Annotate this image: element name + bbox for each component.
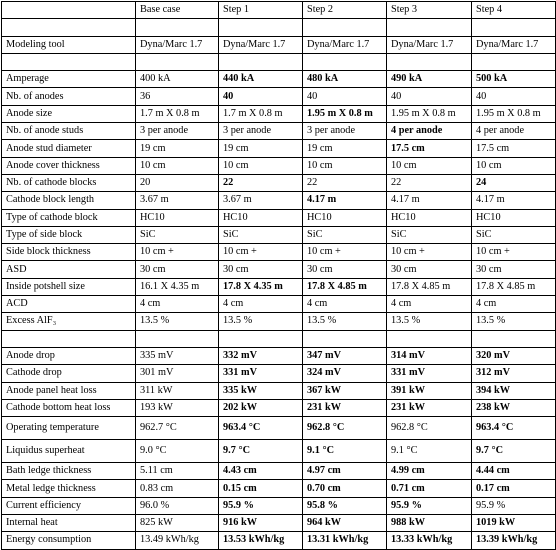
- value-cell: 9.1 °C: [387, 440, 472, 463]
- value-cell: 40: [303, 88, 387, 105]
- row-label: Current efficiency: [2, 497, 136, 514]
- spacer-row: [2, 330, 556, 347]
- value-cell: 22: [303, 174, 387, 191]
- row-label: Type of side block: [2, 226, 136, 243]
- value-cell: 1.95 m X 0.8 m: [387, 105, 472, 122]
- value-cell: 1.95 m X 0.8 m: [472, 105, 556, 122]
- value-cell: 13.31 kWh/kg: [303, 532, 387, 549]
- value-cell: HC10: [472, 209, 556, 226]
- table-row: [2, 140, 556, 157]
- value-cell: 0.15 cm: [219, 480, 303, 497]
- empty-cell: [2, 53, 136, 70]
- table-row: [2, 209, 556, 226]
- value-cell: 13.5 %: [387, 313, 472, 330]
- value-cell: 4 cm: [219, 296, 303, 313]
- row-label: Cathode block length: [2, 192, 136, 209]
- value-cell: 988 kW: [387, 515, 472, 532]
- row-label: Anode stud diameter: [2, 140, 136, 157]
- row-label: Energy consumption: [2, 532, 136, 549]
- value-cell: 394 kW: [472, 382, 556, 399]
- value-cell: 17.8 X 4.85 m: [303, 278, 387, 295]
- value-cell: 0.83 cm: [136, 480, 219, 497]
- value-cell: 13.5 %: [472, 313, 556, 330]
- table-row: [2, 174, 556, 191]
- table-row: [2, 192, 556, 209]
- table-row: [2, 88, 556, 105]
- value-cell: 1.7 m X 0.8 m: [136, 105, 219, 122]
- value-cell: HC10: [136, 209, 219, 226]
- value-cell: 3 per anode: [136, 123, 219, 140]
- row-label: Side block thickness: [2, 244, 136, 261]
- value-cell: 0.70 cm: [303, 480, 387, 497]
- value-cell: 320 mV: [472, 347, 556, 364]
- header-cell: Step 3: [387, 2, 472, 19]
- table-body: [2, 19, 556, 549]
- value-cell: 335 kW: [219, 382, 303, 399]
- empty-cell: [136, 53, 219, 70]
- value-cell: 4 cm: [136, 296, 219, 313]
- header-cell: Step 4: [472, 2, 556, 19]
- value-cell: 4 per anode: [387, 123, 472, 140]
- row-label: Nb. of cathode blocks: [2, 174, 136, 191]
- value-cell: 367 kW: [303, 382, 387, 399]
- value-cell: 17.8 X 4.85 m: [472, 278, 556, 295]
- value-cell: 1019 kW: [472, 515, 556, 532]
- table-row: [2, 244, 556, 261]
- table-row: [2, 382, 556, 399]
- row-label: Cathode drop: [2, 365, 136, 382]
- value-cell: 231 kW: [387, 399, 472, 416]
- value-cell: HC10: [303, 209, 387, 226]
- value-cell: SiC: [136, 226, 219, 243]
- value-cell: SiC: [387, 226, 472, 243]
- value-cell: 3.67 m: [136, 192, 219, 209]
- value-cell: 1.95 m X 0.8 m: [303, 105, 387, 122]
- value-cell: 4.17 m: [303, 192, 387, 209]
- header-cell: Base case: [136, 2, 219, 19]
- value-cell: 9.7 °C: [472, 440, 556, 463]
- row-label: Anode size: [2, 105, 136, 122]
- value-cell: 13.5 %: [136, 313, 219, 330]
- empty-cell: [219, 330, 303, 347]
- value-cell: 13.49 kWh/kg: [136, 532, 219, 549]
- empty-cell: [472, 330, 556, 347]
- value-cell: 0.17 cm: [472, 480, 556, 497]
- value-cell: 13.39 kWh/kg: [472, 532, 556, 549]
- value-cell: 10 cm: [472, 157, 556, 174]
- table-row: [2, 365, 556, 382]
- table-row: [2, 347, 556, 364]
- value-cell: 400 kA: [136, 71, 219, 88]
- value-cell: SiC: [219, 226, 303, 243]
- value-cell: 30 cm: [387, 261, 472, 278]
- value-cell: Dyna/Marc 1.7: [303, 36, 387, 53]
- value-cell: 331 mV: [219, 365, 303, 382]
- value-cell: 19 cm: [219, 140, 303, 157]
- table-row: [2, 123, 556, 140]
- row-label: ASD: [2, 261, 136, 278]
- table-row: [2, 71, 556, 88]
- value-cell: HC10: [219, 209, 303, 226]
- empty-cell: [2, 19, 136, 36]
- value-cell: 17.8 X 4.85 m: [387, 278, 472, 295]
- table-row: [2, 278, 556, 295]
- value-cell: 962.8 °C: [387, 417, 472, 440]
- row-label: Nb. of anode studs: [2, 123, 136, 140]
- table-row: [2, 497, 556, 514]
- value-cell: 312 mV: [472, 365, 556, 382]
- value-cell: 10 cm: [303, 157, 387, 174]
- value-cell: 4.43 cm: [219, 463, 303, 480]
- spacer-row: [2, 53, 556, 70]
- value-cell: 30 cm: [472, 261, 556, 278]
- value-cell: 4 cm: [472, 296, 556, 313]
- value-cell: 22: [387, 174, 472, 191]
- row-label: Anode panel heat loss: [2, 382, 136, 399]
- value-cell: 13.33 kWh/kg: [387, 532, 472, 549]
- row-label: Anode drop: [2, 347, 136, 364]
- value-cell: 4.99 cm: [387, 463, 472, 480]
- row-label: Metal ledge thickness: [2, 480, 136, 497]
- table-row: [2, 157, 556, 174]
- table-row: [2, 105, 556, 122]
- value-cell: 962.8 °C: [303, 417, 387, 440]
- value-cell: 347 mV: [303, 347, 387, 364]
- value-cell: 95.9 %: [472, 497, 556, 514]
- value-cell: 3 per anode: [219, 123, 303, 140]
- value-cell: 24: [472, 174, 556, 191]
- value-cell: 95.9 %: [219, 497, 303, 514]
- value-cell: 231 kW: [303, 399, 387, 416]
- row-label: Inside potshell size: [2, 278, 136, 295]
- value-cell: 9.7 °C: [219, 440, 303, 463]
- table-row: [2, 226, 556, 243]
- value-cell: 314 mV: [387, 347, 472, 364]
- value-cell: 5.11 cm: [136, 463, 219, 480]
- empty-cell: [303, 53, 387, 70]
- value-cell: 19 cm: [303, 140, 387, 157]
- table-row: [2, 296, 556, 313]
- header-cell: Step 1: [219, 2, 303, 19]
- value-cell: 391 kW: [387, 382, 472, 399]
- value-cell: Dyna/Marc 1.7: [472, 36, 556, 53]
- row-label: Anode cover thickness: [2, 157, 136, 174]
- value-cell: 4 cm: [303, 296, 387, 313]
- empty-cell: [219, 19, 303, 36]
- row-label: Amperage: [2, 71, 136, 88]
- value-cell: 963.4 °C: [472, 417, 556, 440]
- value-cell: 20: [136, 174, 219, 191]
- table-row: [2, 417, 556, 440]
- empty-cell: [303, 19, 387, 36]
- value-cell: Dyna/Marc 1.7: [136, 36, 219, 53]
- value-cell: Dyna/Marc 1.7: [219, 36, 303, 53]
- value-cell: 4 cm: [387, 296, 472, 313]
- empty-cell: [303, 330, 387, 347]
- value-cell: 36: [136, 88, 219, 105]
- value-cell: 17.5 cm: [387, 140, 472, 157]
- row-label: Modeling tool: [2, 36, 136, 53]
- value-cell: 13.53 kWh/kg: [219, 532, 303, 549]
- table-row: [2, 515, 556, 532]
- row-label: Nb. of anodes: [2, 88, 136, 105]
- empty-cell: [472, 53, 556, 70]
- value-cell: 962.7 °C: [136, 417, 219, 440]
- value-cell: 4.17 m: [387, 192, 472, 209]
- value-cell: 13.5 %: [219, 313, 303, 330]
- value-cell: 19 cm: [136, 140, 219, 157]
- value-cell: 10 cm +: [136, 244, 219, 261]
- empty-cell: [136, 19, 219, 36]
- empty-cell: [387, 19, 472, 36]
- value-cell: 1.7 m X 0.8 m: [219, 105, 303, 122]
- row-label: Internal heat: [2, 515, 136, 532]
- row-label: Bath ledge thickness: [2, 463, 136, 480]
- value-cell: 3 per anode: [303, 123, 387, 140]
- value-cell: 13.5 %: [303, 313, 387, 330]
- table-row: [2, 463, 556, 480]
- value-cell: 963.4 °C: [219, 417, 303, 440]
- value-cell: SiC: [303, 226, 387, 243]
- header-row: [2, 2, 556, 19]
- value-cell: 3.67 m: [219, 192, 303, 209]
- value-cell: 480 kA: [303, 71, 387, 88]
- header-cell: [2, 2, 136, 19]
- value-cell: 331 mV: [387, 365, 472, 382]
- empty-cell: [136, 330, 219, 347]
- value-cell: 916 kW: [219, 515, 303, 532]
- value-cell: 311 kW: [136, 382, 219, 399]
- value-cell: 4.44 cm: [472, 463, 556, 480]
- value-cell: 238 kW: [472, 399, 556, 416]
- value-cell: 10 cm +: [472, 244, 556, 261]
- value-cell: 10 cm +: [219, 244, 303, 261]
- value-cell: 95.9 %: [387, 497, 472, 514]
- table-row: [2, 440, 556, 463]
- table-row: [2, 532, 556, 549]
- table-row: [2, 36, 556, 53]
- value-cell: 40: [219, 88, 303, 105]
- empty-cell: [387, 53, 472, 70]
- row-label: ACD: [2, 296, 136, 313]
- value-cell: 9.1 °C: [303, 440, 387, 463]
- table-row: [2, 313, 556, 330]
- row-label: Type of cathode block: [2, 209, 136, 226]
- empty-cell: [472, 19, 556, 36]
- value-cell: 193 kW: [136, 399, 219, 416]
- value-cell: 4.17 m: [472, 192, 556, 209]
- row-label: Excess AlF₃: [2, 313, 136, 330]
- value-cell: 10 cm +: [387, 244, 472, 261]
- value-cell: 30 cm: [303, 261, 387, 278]
- value-cell: 335 mV: [136, 347, 219, 364]
- value-cell: 202 kW: [219, 399, 303, 416]
- spacer-row: [2, 19, 556, 36]
- value-cell: 332 mV: [219, 347, 303, 364]
- value-cell: 96.0 %: [136, 497, 219, 514]
- value-cell: 324 mV: [303, 365, 387, 382]
- value-cell: 95.8 %: [303, 497, 387, 514]
- value-cell: 10 cm: [387, 157, 472, 174]
- value-cell: 9.0 °C: [136, 440, 219, 463]
- value-cell: 30 cm: [219, 261, 303, 278]
- table-row: [2, 399, 556, 416]
- value-cell: 40: [472, 88, 556, 105]
- value-cell: 500 kA: [472, 71, 556, 88]
- value-cell: 10 cm +: [303, 244, 387, 261]
- header-cell: Step 2: [303, 2, 387, 19]
- value-cell: 40: [387, 88, 472, 105]
- row-label: Cathode bottom heat loss: [2, 399, 136, 416]
- value-cell: 10 cm: [219, 157, 303, 174]
- value-cell: 10 cm: [136, 157, 219, 174]
- empty-cell: [2, 330, 136, 347]
- value-cell: Dyna/Marc 1.7: [387, 36, 472, 53]
- row-label: Liquidus superheat: [2, 440, 136, 463]
- table-row: [2, 480, 556, 497]
- value-cell: 17.8 X 4.35 m: [219, 278, 303, 295]
- value-cell: 4.97 cm: [303, 463, 387, 480]
- value-cell: SiC: [472, 226, 556, 243]
- empty-cell: [387, 330, 472, 347]
- comparison-table: [1, 1, 556, 550]
- value-cell: 0.71 cm: [387, 480, 472, 497]
- value-cell: 825 kW: [136, 515, 219, 532]
- value-cell: 490 kA: [387, 71, 472, 88]
- row-label: Operating temperature: [2, 417, 136, 440]
- value-cell: 22: [219, 174, 303, 191]
- value-cell: 301 mV: [136, 365, 219, 382]
- value-cell: 16.1 X 4.35 m: [136, 278, 219, 295]
- value-cell: 30 cm: [136, 261, 219, 278]
- table-row: [2, 261, 556, 278]
- value-cell: HC10: [387, 209, 472, 226]
- empty-cell: [219, 53, 303, 70]
- value-cell: 17.5 cm: [472, 140, 556, 157]
- value-cell: 440 kA: [219, 71, 303, 88]
- value-cell: 964 kW: [303, 515, 387, 532]
- value-cell: 4 per anode: [472, 123, 556, 140]
